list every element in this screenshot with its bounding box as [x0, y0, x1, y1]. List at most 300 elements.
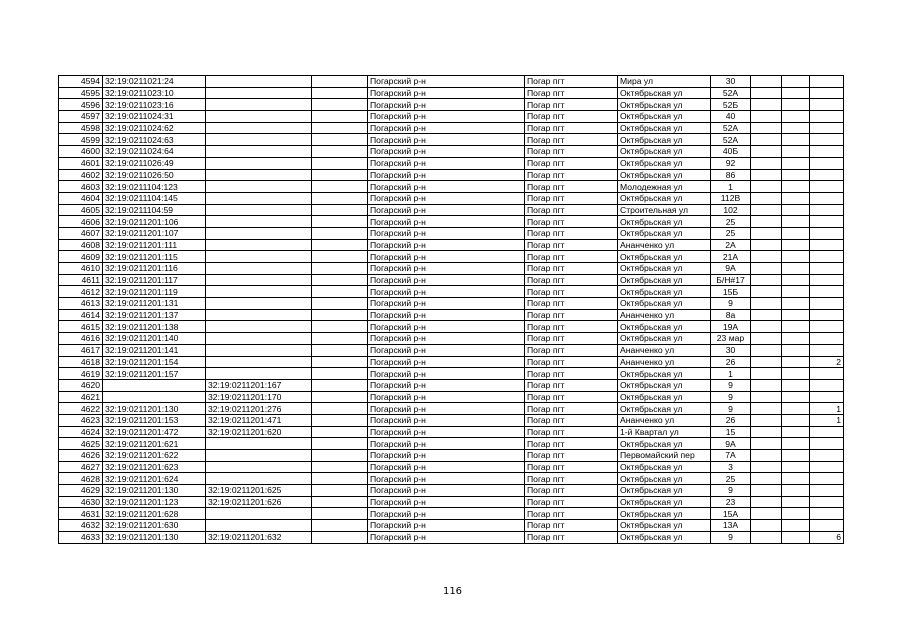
street-cell: Октябрьская ул	[618, 496, 711, 508]
street-cell: Молодежная ул	[618, 181, 711, 193]
district-cell: Погарский р-н	[368, 414, 525, 426]
street-cell: Октябрьская ул	[618, 461, 711, 473]
cadastral-number-cell: 32:19:0211201:153	[103, 414, 206, 426]
cadastral-number-cell: 32:19:0211201:628	[103, 508, 206, 520]
second-cadastral-number-cell	[206, 344, 312, 356]
count-cell	[810, 461, 844, 473]
count-cell	[810, 450, 844, 462]
district-cell: Погарский р-н	[368, 321, 525, 333]
street-cell: Октябрьская ул	[618, 134, 711, 146]
extra-cell-2	[782, 134, 810, 146]
blank-cell	[312, 531, 368, 543]
extra-cell-1	[751, 485, 782, 497]
cadastral-number-cell: 32:19:0211026:49	[103, 157, 206, 169]
count-cell	[810, 263, 844, 275]
table-row	[59, 134, 844, 146]
district-cell: Погарский р-н	[368, 263, 525, 275]
house-number-cell: 52Б	[711, 99, 751, 111]
blank-cell	[312, 157, 368, 169]
row-number-cell: 4609	[59, 251, 103, 263]
house-number-cell: 13А	[711, 520, 751, 532]
second-cadastral-number-cell	[206, 192, 312, 204]
blank-cell	[312, 76, 368, 88]
blank-cell	[312, 216, 368, 228]
cadastral-number-cell: 32:19:0211201:131	[103, 298, 206, 310]
settlement-cell: Погар пгт	[525, 227, 618, 239]
street-cell: Строительная ул	[618, 204, 711, 216]
street-cell: Мира ул	[618, 76, 711, 88]
table-row	[59, 344, 844, 356]
settlement-cell: Погар пгт	[525, 368, 618, 380]
cadastral-number-cell	[103, 391, 206, 403]
district-cell: Погарский р-н	[368, 157, 525, 169]
settlement-cell: Погар пгт	[525, 181, 618, 193]
count-cell	[810, 333, 844, 345]
extra-cell-2	[782, 227, 810, 239]
district-cell: Погарский р-н	[368, 87, 525, 99]
street-cell: Октябрьская ул	[618, 438, 711, 450]
second-cadastral-number-cell	[206, 239, 312, 251]
row-number-cell: 4626	[59, 450, 103, 462]
settlement-cell: Погар пгт	[525, 450, 618, 462]
extra-cell-1	[751, 157, 782, 169]
extra-cell-1	[751, 414, 782, 426]
table-row	[59, 169, 844, 181]
count-cell	[810, 204, 844, 216]
count-cell	[810, 344, 844, 356]
street-cell: Первомайский пер	[618, 450, 711, 462]
district-cell: Погарский р-н	[368, 134, 525, 146]
second-cadastral-number-cell	[206, 134, 312, 146]
second-cadastral-number-cell	[206, 450, 312, 462]
row-number-cell: 4595	[59, 87, 103, 99]
count-cell	[810, 146, 844, 158]
extra-cell-2	[782, 368, 810, 380]
settlement-cell: Погар пгт	[525, 251, 618, 263]
extra-cell-2	[782, 111, 810, 123]
cadastral-number-cell: 32:19:0211024:62	[103, 122, 206, 134]
row-number-cell: 4605	[59, 204, 103, 216]
extra-cell-2	[782, 531, 810, 543]
cadastral-number-cell: 32:19:0211201:140	[103, 333, 206, 345]
row-number-cell: 4624	[59, 426, 103, 438]
district-cell: Погарский р-н	[368, 333, 525, 345]
cadastral-number-cell: 32:19:0211201:116	[103, 263, 206, 275]
house-number-cell: 52А	[711, 87, 751, 99]
district-cell: Погарский р-н	[368, 368, 525, 380]
second-cadastral-number-cell	[206, 181, 312, 193]
house-number-cell: 9А	[711, 263, 751, 275]
street-cell: Октябрьская ул	[618, 251, 711, 263]
count-cell: 1	[810, 403, 844, 415]
blank-cell	[312, 391, 368, 403]
district-cell: Погарский р-н	[368, 309, 525, 321]
row-number-cell: 4610	[59, 263, 103, 275]
second-cadastral-number-cell	[206, 473, 312, 485]
extra-cell-2	[782, 169, 810, 181]
blank-cell	[312, 251, 368, 263]
settlement-cell: Погар пгт	[525, 333, 618, 345]
cadastral-number-cell: 32:19:0211201:623	[103, 461, 206, 473]
house-number-cell: 7А	[711, 450, 751, 462]
settlement-cell: Погар пгт	[525, 134, 618, 146]
row-number-cell: 4602	[59, 169, 103, 181]
extra-cell-1	[751, 520, 782, 532]
settlement-cell: Погар пгт	[525, 146, 618, 158]
second-cadastral-number-cell	[206, 309, 312, 321]
street-cell: Октябрьская ул	[618, 146, 711, 158]
second-cadastral-number-cell	[206, 111, 312, 123]
count-cell	[810, 87, 844, 99]
district-cell: Погарский р-н	[368, 204, 525, 216]
house-number-cell: 2А	[711, 239, 751, 251]
settlement-cell: Погар пгт	[525, 485, 618, 497]
row-number-cell: 4597	[59, 111, 103, 123]
extra-cell-1	[751, 169, 782, 181]
extra-cell-1	[751, 344, 782, 356]
cadastral-number-cell: 32:19:0211021:24	[103, 76, 206, 88]
street-cell: Октябрьская ул	[618, 111, 711, 123]
settlement-cell: Погар пгт	[525, 204, 618, 216]
district-cell: Погарский р-н	[368, 426, 525, 438]
street-cell: Октябрьская ул	[618, 263, 711, 275]
count-cell	[810, 391, 844, 403]
extra-cell-2	[782, 122, 810, 134]
blank-cell	[312, 403, 368, 415]
extra-cell-1	[751, 263, 782, 275]
house-number-cell: 92	[711, 157, 751, 169]
blank-cell	[312, 461, 368, 473]
district-cell: Погарский р-н	[368, 356, 525, 368]
second-cadastral-number-cell	[206, 321, 312, 333]
settlement-cell: Погар пгт	[525, 531, 618, 543]
street-cell: Октябрьская ул	[618, 227, 711, 239]
extra-cell-1	[751, 391, 782, 403]
count-cell	[810, 473, 844, 485]
count-cell	[810, 99, 844, 111]
row-number-cell: 4622	[59, 403, 103, 415]
cadastral-number-cell: 32:19:0211201:111	[103, 239, 206, 251]
table-row	[59, 473, 844, 485]
blank-cell	[312, 239, 368, 251]
settlement-cell: Погар пгт	[525, 192, 618, 204]
house-number-cell: 15	[711, 426, 751, 438]
extra-cell-2	[782, 333, 810, 345]
street-cell: Октябрьская ул	[618, 531, 711, 543]
district-cell: Погарский р-н	[368, 391, 525, 403]
second-cadastral-number-cell	[206, 356, 312, 368]
street-cell: Октябрьская ул	[618, 379, 711, 391]
blank-cell	[312, 263, 368, 275]
extra-cell-2	[782, 508, 810, 520]
house-number-cell: 52А	[711, 134, 751, 146]
row-number-cell: 4623	[59, 414, 103, 426]
extra-cell-2	[782, 379, 810, 391]
house-number-cell: Б/Н#17	[711, 274, 751, 286]
second-cadastral-number-cell	[206, 76, 312, 88]
settlement-cell: Погар пгт	[525, 298, 618, 310]
extra-cell-1	[751, 87, 782, 99]
second-cadastral-number-cell	[206, 99, 312, 111]
count-cell	[810, 239, 844, 251]
cadastral-number-cell: 32:19:0211024:63	[103, 134, 206, 146]
count-cell	[810, 379, 844, 391]
second-cadastral-number-cell	[206, 274, 312, 286]
table-row	[59, 157, 844, 169]
street-cell: Октябрьская ул	[618, 321, 711, 333]
second-cadastral-number-cell: 32:19:0211201:471	[206, 414, 312, 426]
house-number-cell: 112В	[711, 192, 751, 204]
blank-cell	[312, 309, 368, 321]
street-cell: Октябрьская ул	[618, 473, 711, 485]
extra-cell-1	[751, 134, 782, 146]
table-row	[59, 531, 844, 543]
second-cadastral-number-cell	[206, 122, 312, 134]
second-cadastral-number-cell	[206, 508, 312, 520]
registry-table-body	[59, 76, 844, 544]
blank-cell	[312, 87, 368, 99]
extra-cell-1	[751, 122, 782, 134]
extra-cell-1	[751, 227, 782, 239]
district-cell: Погарский р-н	[368, 438, 525, 450]
cadastral-number-cell: 32:19:0211026:50	[103, 169, 206, 181]
district-cell: Погарский р-н	[368, 192, 525, 204]
row-number-cell: 4616	[59, 333, 103, 345]
extra-cell-2	[782, 438, 810, 450]
row-number-cell: 4608	[59, 239, 103, 251]
row-number-cell: 4601	[59, 157, 103, 169]
table-row	[59, 263, 844, 275]
row-number-cell: 4615	[59, 321, 103, 333]
count-cell	[810, 227, 844, 239]
house-number-cell: 40Б	[711, 146, 751, 158]
row-number-cell: 4625	[59, 438, 103, 450]
count-cell	[810, 321, 844, 333]
second-cadastral-number-cell	[206, 438, 312, 450]
table-row	[59, 286, 844, 298]
second-cadastral-number-cell: 32:19:0211201:625	[206, 485, 312, 497]
district-cell: Погарский р-н	[368, 461, 525, 473]
district-cell: Погарский р-н	[368, 379, 525, 391]
settlement-cell: Погар пгт	[525, 461, 618, 473]
table-row	[59, 204, 844, 216]
blank-cell	[312, 485, 368, 497]
table-row	[59, 333, 844, 345]
second-cadastral-number-cell	[206, 368, 312, 380]
extra-cell-2	[782, 426, 810, 438]
table-row	[59, 403, 844, 415]
house-number-cell: 23	[711, 496, 751, 508]
district-cell: Погарский р-н	[368, 76, 525, 88]
extra-cell-2	[782, 344, 810, 356]
extra-cell-1	[751, 204, 782, 216]
table-row	[59, 76, 844, 88]
extra-cell-1	[751, 181, 782, 193]
house-number-cell: 9	[711, 403, 751, 415]
blank-cell	[312, 146, 368, 158]
district-cell: Погарский р-н	[368, 99, 525, 111]
row-number-cell: 4600	[59, 146, 103, 158]
second-cadastral-number-cell	[206, 461, 312, 473]
count-cell	[810, 508, 844, 520]
street-cell: Октябрьская ул	[618, 216, 711, 228]
extra-cell-1	[751, 274, 782, 286]
cadastral-number-cell: 32:19:0211201:622	[103, 450, 206, 462]
blank-cell	[312, 274, 368, 286]
extra-cell-2	[782, 473, 810, 485]
extra-cell-2	[782, 76, 810, 88]
settlement-cell: Погар пгт	[525, 356, 618, 368]
house-number-cell: 102	[711, 204, 751, 216]
table-row	[59, 216, 844, 228]
table-row	[59, 391, 844, 403]
second-cadastral-number-cell: 32:19:0211201:626	[206, 496, 312, 508]
table-row	[59, 111, 844, 123]
extra-cell-1	[751, 251, 782, 263]
cadastral-number-cell: 32:19:0211201:630	[103, 520, 206, 532]
count-cell: 6	[810, 531, 844, 543]
table-row	[59, 321, 844, 333]
house-number-cell: 15Б	[711, 286, 751, 298]
settlement-cell: Погар пгт	[525, 169, 618, 181]
cadastral-number-cell: 32:19:0211201:472	[103, 426, 206, 438]
house-number-cell: 23 мар	[711, 333, 751, 345]
district-cell: Погарский р-н	[368, 111, 525, 123]
table-row	[59, 438, 844, 450]
street-cell: Ананченко ул	[618, 356, 711, 368]
extra-cell-1	[751, 146, 782, 158]
house-number-cell: 3	[711, 461, 751, 473]
extra-cell-2	[782, 414, 810, 426]
street-cell: Октябрьская ул	[618, 274, 711, 286]
cadastral-number-cell: 32:19:0211023:10	[103, 87, 206, 99]
settlement-cell: Погар пгт	[525, 426, 618, 438]
extra-cell-2	[782, 263, 810, 275]
cadastral-number-cell: 32:19:0211104:145	[103, 192, 206, 204]
blank-cell	[312, 286, 368, 298]
blank-cell	[312, 169, 368, 181]
blank-cell	[312, 227, 368, 239]
row-number-cell: 4607	[59, 227, 103, 239]
extra-cell-2	[782, 251, 810, 263]
row-number-cell: 4613	[59, 298, 103, 310]
row-number-cell: 4596	[59, 99, 103, 111]
extra-cell-1	[751, 508, 782, 520]
cadastral-number-cell: 32:19:0211104:123	[103, 181, 206, 193]
second-cadastral-number-cell	[206, 251, 312, 263]
table-row	[59, 227, 844, 239]
street-cell: Октябрьская ул	[618, 508, 711, 520]
row-number-cell: 4599	[59, 134, 103, 146]
extra-cell-1	[751, 438, 782, 450]
district-cell: Погарский р-н	[368, 450, 525, 462]
second-cadastral-number-cell: 32:19:0211201:620	[206, 426, 312, 438]
count-cell	[810, 157, 844, 169]
table-row	[59, 485, 844, 497]
house-number-cell: 15А	[711, 508, 751, 520]
house-number-cell: 30	[711, 76, 751, 88]
district-cell: Погарский р-н	[368, 508, 525, 520]
cadastral-number-cell: 32:19:0211024:64	[103, 146, 206, 158]
cadastral-number-cell: 32:19:0211104:59	[103, 204, 206, 216]
extra-cell-1	[751, 368, 782, 380]
table-row	[59, 508, 844, 520]
extra-cell-1	[751, 298, 782, 310]
settlement-cell: Погар пгт	[525, 157, 618, 169]
extra-cell-1	[751, 216, 782, 228]
second-cadastral-number-cell	[206, 204, 312, 216]
blank-cell	[312, 99, 368, 111]
street-cell: Октябрьская ул	[618, 192, 711, 204]
district-cell: Погарский р-н	[368, 286, 525, 298]
row-number-cell: 4627	[59, 461, 103, 473]
street-cell: Октябрьская ул	[618, 286, 711, 298]
street-cell: Октябрьская ул	[618, 333, 711, 345]
second-cadastral-number-cell	[206, 520, 312, 532]
row-number-cell: 4606	[59, 216, 103, 228]
count-cell	[810, 251, 844, 263]
blank-cell	[312, 473, 368, 485]
extra-cell-1	[751, 286, 782, 298]
cadastral-number-cell: 32:19:0211201:130	[103, 531, 206, 543]
settlement-cell: Погар пгт	[525, 309, 618, 321]
blank-cell	[312, 122, 368, 134]
house-number-cell: 86	[711, 169, 751, 181]
count-cell	[810, 520, 844, 532]
second-cadastral-number-cell	[206, 216, 312, 228]
count-cell	[810, 169, 844, 181]
settlement-cell: Погар пгт	[525, 76, 618, 88]
district-cell: Погарский р-н	[368, 181, 525, 193]
house-number-cell: 9	[711, 531, 751, 543]
extra-cell-2	[782, 216, 810, 228]
table-row	[59, 181, 844, 193]
district-cell: Погарский р-н	[368, 216, 525, 228]
second-cadastral-number-cell: 32:19:0211201:632	[206, 531, 312, 543]
row-number-cell: 4630	[59, 496, 103, 508]
district-cell: Погарский р-н	[368, 227, 525, 239]
cadastral-number-cell: 32:19:0211201:137	[103, 309, 206, 321]
street-cell: Октябрьская ул	[618, 520, 711, 532]
settlement-cell: Погар пгт	[525, 263, 618, 275]
blank-cell	[312, 426, 368, 438]
count-cell	[810, 496, 844, 508]
district-cell: Погарский р-н	[368, 239, 525, 251]
registry-table-container	[58, 75, 843, 544]
extra-cell-2	[782, 403, 810, 415]
second-cadastral-number-cell: 32:19:0211201:167	[206, 379, 312, 391]
settlement-cell: Погар пгт	[525, 286, 618, 298]
cadastral-number-cell: 32:19:0211201:119	[103, 286, 206, 298]
settlement-cell: Погар пгт	[525, 274, 618, 286]
table-row	[59, 298, 844, 310]
extra-cell-2	[782, 461, 810, 473]
count-cell	[810, 274, 844, 286]
blank-cell	[312, 298, 368, 310]
second-cadastral-number-cell	[206, 87, 312, 99]
row-number-cell: 4620	[59, 379, 103, 391]
cadastral-number-cell: 32:19:0211201:154	[103, 356, 206, 368]
second-cadastral-number-cell	[206, 227, 312, 239]
count-cell	[810, 485, 844, 497]
blank-cell	[312, 192, 368, 204]
extra-cell-1	[751, 473, 782, 485]
count-cell	[810, 298, 844, 310]
row-number-cell: 4603	[59, 181, 103, 193]
cadastral-number-cell	[103, 379, 206, 391]
extra-cell-2	[782, 356, 810, 368]
settlement-cell: Погар пгт	[525, 239, 618, 251]
